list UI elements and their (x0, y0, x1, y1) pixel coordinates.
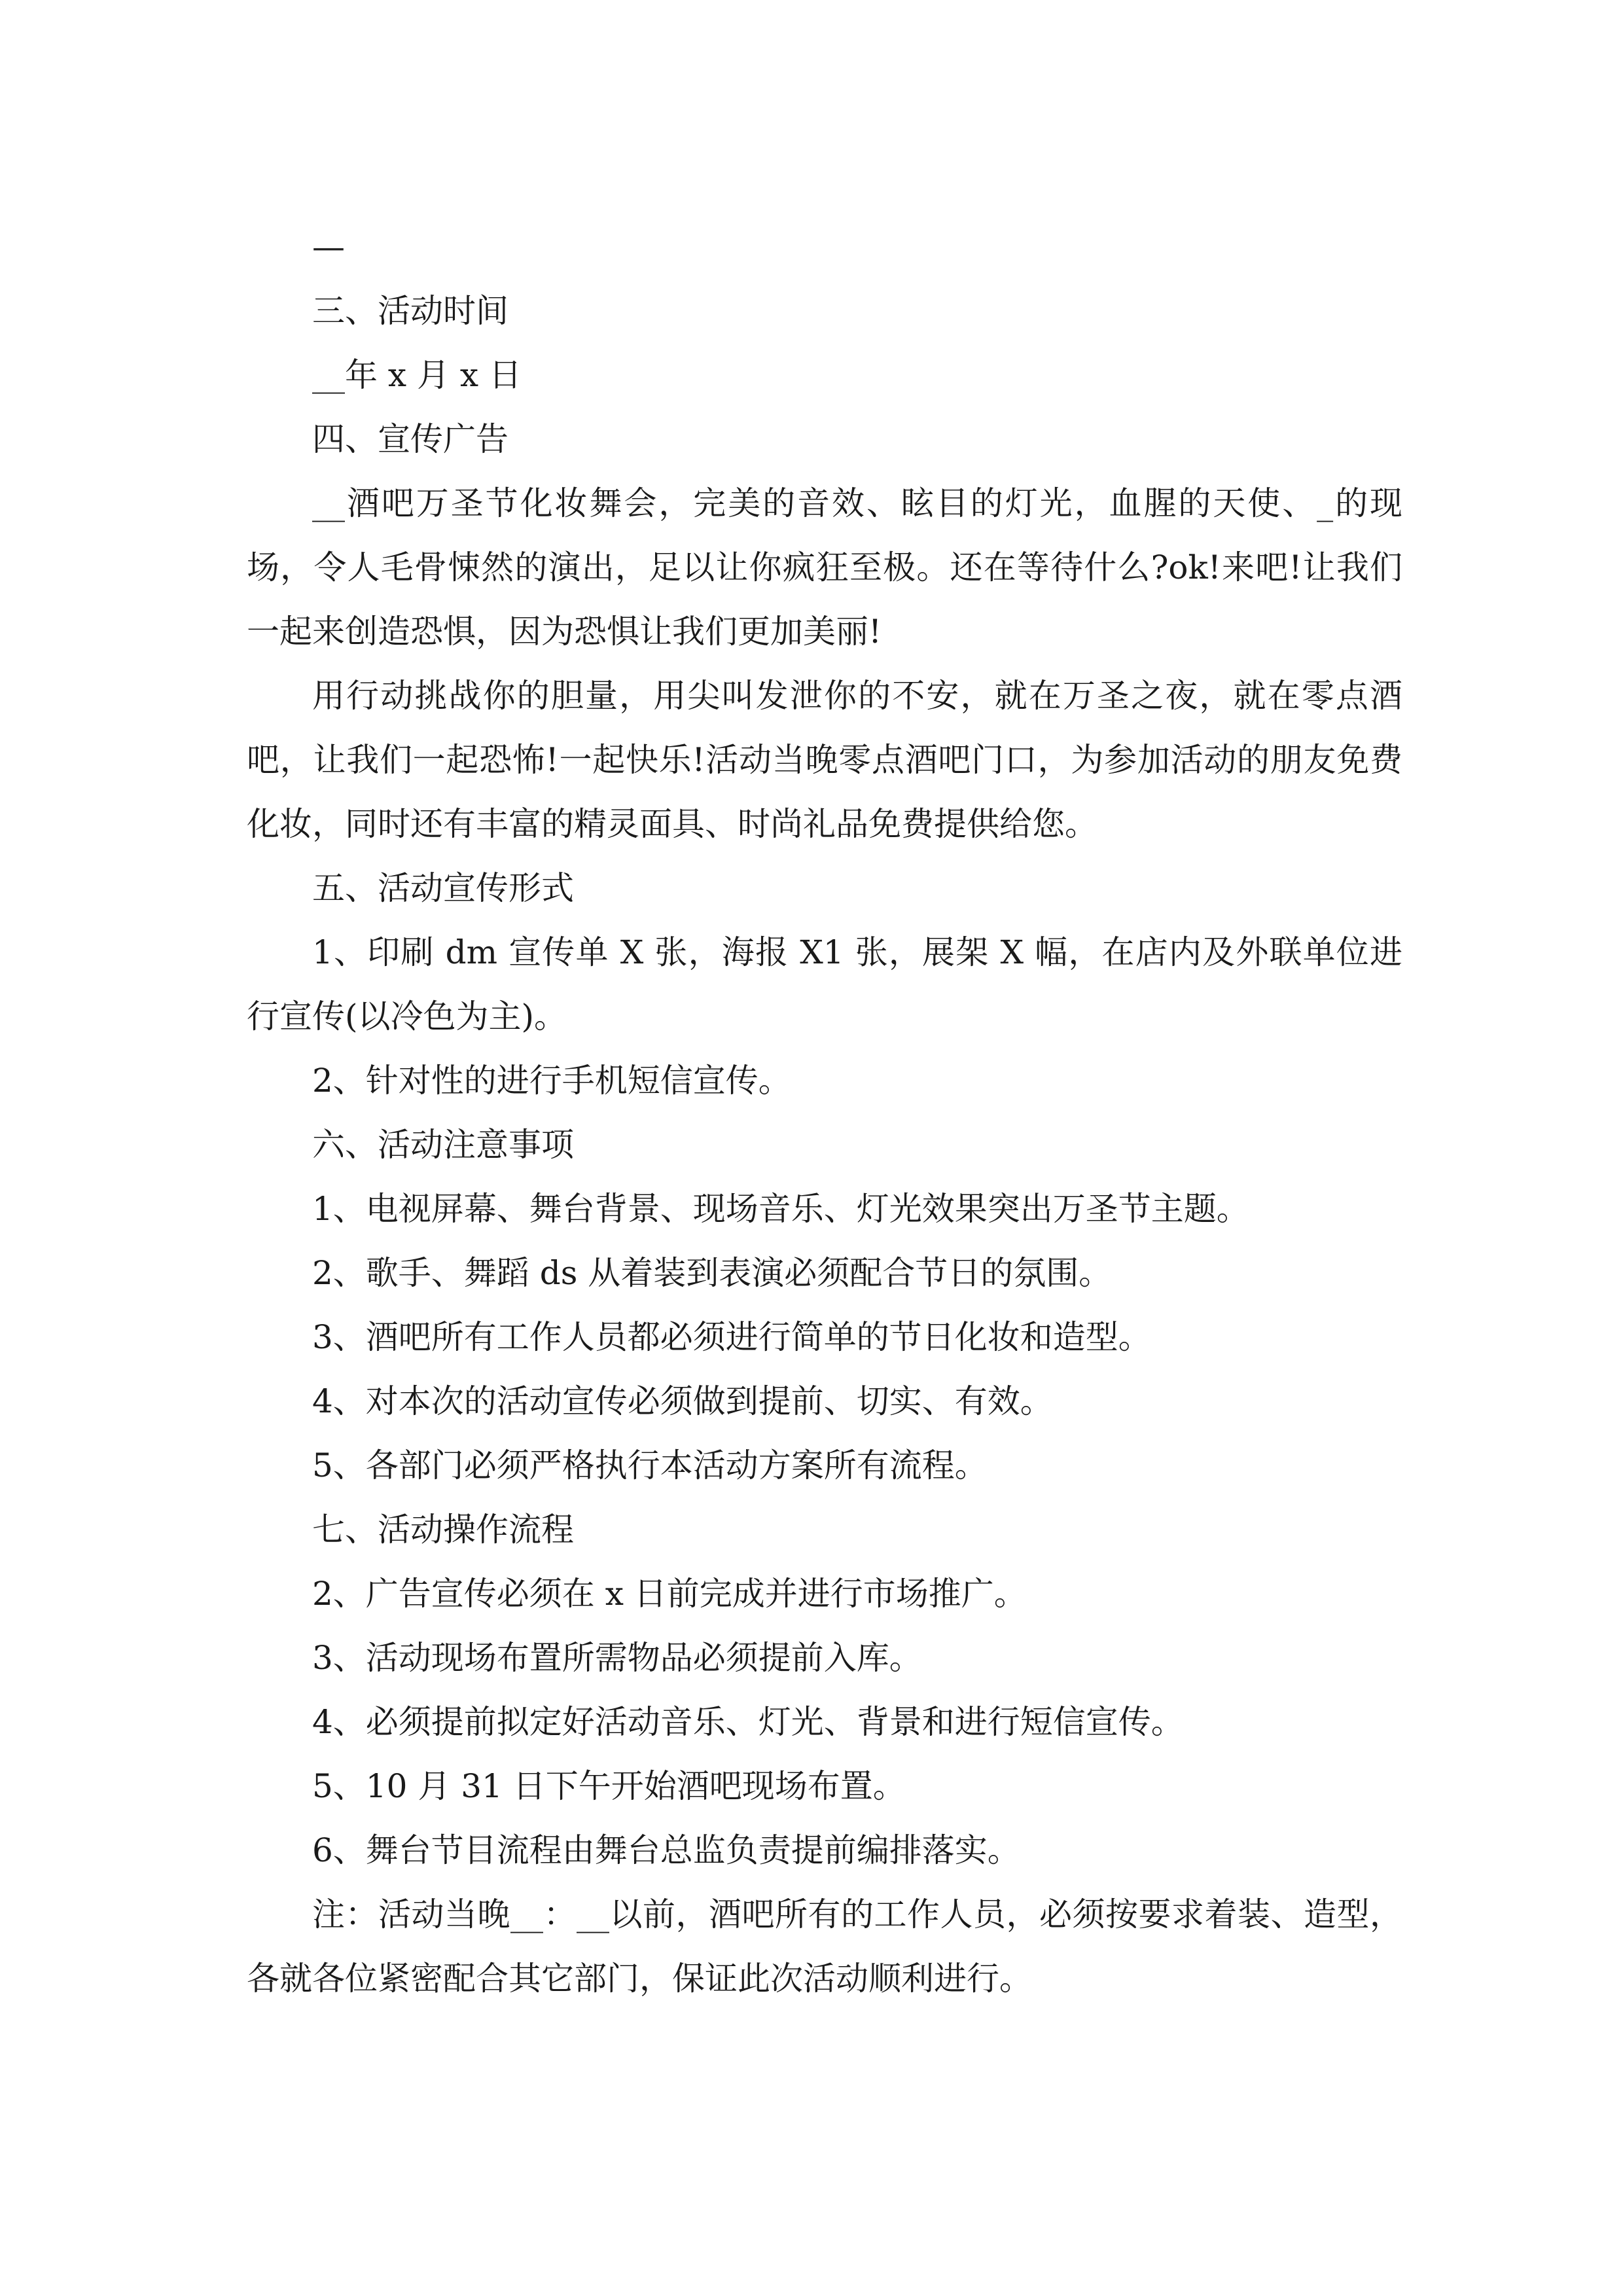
ad-paragraph-1: __酒吧万圣节化妆舞会，完美的音效、眩目的灯光，血腥的天使、_的现场，令人毛骨悚然的演出，足以让你疯狂至极。还在等待什么?ok!来吧!让我们一起来创造恐惧，因为恐惧让我们更加美丽! (247, 484, 1402, 651)
notes-item-3: 3、酒吧所有工作人员都必须进行简单的节日化妆和造型。 (312, 1318, 1151, 1356)
process-item-6: 6、舞台节目流程由舞台总监负责提前编排落实。 (312, 1831, 1020, 1869)
ad-paragraph-2: 用行动挑战你的胆量，用尖叫发泄你的不安，就在万圣之夜，就在零点酒吧，让我们一起恐怖!一起快乐!活动当晚零点酒吧门口，为参加活动的朋友免费化妆，同时还有丰富的精灵面具、时尚礼品免费提供给您。 (247, 677, 1402, 843)
process-item-5: 5、10 月 31 日下午开始酒吧现场布置。 (312, 1767, 906, 1805)
dash-line: — (312, 228, 345, 266)
promo-item-2: 2、针对性的进行手机短信宣传。 (312, 1062, 791, 1100)
section-heading-process: 七、活动操作流程 (312, 1511, 574, 1549)
promo-item-1: 1、印刷 dm 宣传单 X 张，海报 X1 张，展架 X 幅，在店内及外联单位进行宣传(以冷色为主)。 (247, 933, 1402, 1035)
document-body (247, 215, 1402, 2011)
section-heading-notes: 六、活动注意事项 (312, 1126, 574, 1164)
note-paragraph: 注：活动当晚__：__以前，酒吧所有的工作人员，必须按要求着装、造型，各就各位紧密配合其它部门，保证此次活动顺利进行。 (247, 1895, 1402, 1998)
process-item-3: 3、活动现场布置所需物品必须提前入库。 (312, 1639, 922, 1677)
process-item-4: 4、必须提前拟定好活动音乐、灯光、背景和进行短信宣传。 (312, 1703, 1184, 1741)
notes-item-2: 2、歌手、舞蹈 ds 从着装到表演必须配合节日的氛围。 (312, 1254, 1112, 1292)
notes-item-1: 1、电视屏幕、舞台背景、现场音乐、灯光效果突出万圣节主题。 (312, 1190, 1249, 1228)
notes-item-5: 5、各部门必须严格执行本活动方案所有流程。 (312, 1446, 988, 1484)
notes-item-4: 4、对本次的活动宣传必须做到提前、切实、有效。 (312, 1382, 1053, 1420)
section-heading-time: 三、活动时间 (312, 292, 508, 330)
process-item-2: 2、广告宣传必须在 x 日前完成并进行市场推广。 (312, 1575, 1027, 1613)
section-heading-ad: 四、宣传广告 (312, 420, 508, 458)
section-heading-promo-form: 五、活动宣传形式 (312, 869, 574, 907)
event-date: __年 x 月 x 日 (312, 356, 522, 394)
